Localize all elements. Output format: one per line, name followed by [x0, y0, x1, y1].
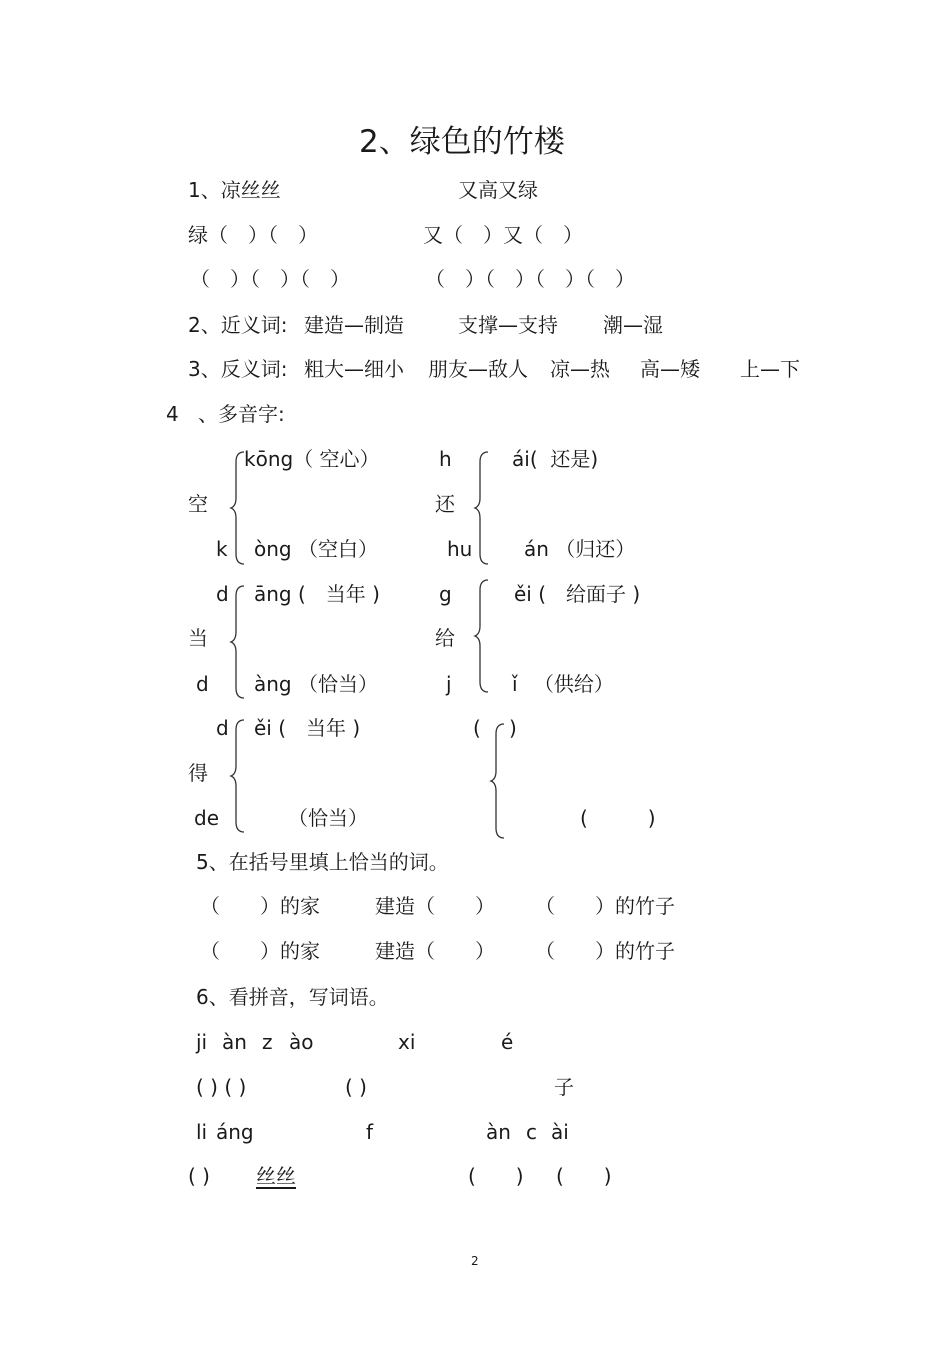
pinyin: z — [262, 1030, 273, 1054]
pinyin: ào — [289, 1030, 314, 1054]
antonym-pair: 高—矮 — [640, 357, 700, 381]
fill-blank: 建造（ ） — [375, 939, 495, 963]
polyphone-reading-top: ěi ( 给面子 ) — [514, 582, 641, 606]
left-brace-icon — [228, 582, 248, 702]
antonym-pair: 凉—热 — [550, 357, 610, 381]
polyphone-reading-bottom: án （归还） — [524, 537, 636, 561]
antonym-pair: 粗大—细小 — [304, 357, 404, 381]
pinyin: li — [196, 1120, 208, 1144]
antonym-pair: 上—下 — [740, 357, 800, 381]
polyphone-initial: hu — [447, 537, 473, 561]
polyphone-reading-bottom: （恰当） — [288, 806, 368, 830]
polyphone-reading-bottom: ǐ （供给） — [512, 672, 614, 696]
polyphone-reading-bottom: àng （恰当） — [254, 672, 378, 696]
polyphone-initial: de — [194, 806, 219, 830]
pinyin: c — [526, 1120, 537, 1144]
page-number: 2 — [471, 1254, 479, 1268]
polyphones-label: 、多音字: — [198, 402, 285, 426]
polyphones-number: 4 — [166, 402, 179, 426]
polyphone-char: 空 — [188, 492, 208, 516]
antonym-pair: 朋友—敌人 — [428, 357, 528, 381]
answer-sisi: 丝丝 — [256, 1164, 296, 1188]
polyphone-char: 给 — [435, 626, 455, 650]
answer-blank: ( ) — [345, 1075, 367, 1099]
blank-paren-close: ) — [509, 716, 517, 740]
word-yougaoyoulv: 又高又绿 — [458, 178, 538, 202]
pinyin: àn — [486, 1120, 511, 1144]
left-brace-icon — [488, 720, 508, 842]
polyphone-initial: d — [216, 716, 229, 740]
polyphone-char: 还 — [435, 492, 455, 516]
left-brace-icon — [472, 448, 492, 568]
fill-blank: 建造（ ） — [375, 894, 495, 918]
answer-char: 子 — [554, 1075, 574, 1099]
synonyms-label: 2、近义词: — [188, 313, 288, 337]
polyphone-char: 得 — [188, 761, 208, 785]
pattern-lv: 绿（ ）（ ） — [188, 223, 318, 247]
pinyin: f — [366, 1120, 374, 1144]
polyphone-reading-top: āng ( 当年 ) — [254, 582, 380, 606]
left-brace-icon — [228, 448, 248, 568]
polyphone-initial: j — [446, 672, 452, 696]
blank-row-a: （ ）（ ）（ ） — [190, 267, 350, 291]
pinyin: é — [501, 1030, 514, 1054]
fill-blank: （ ）的家 — [200, 939, 320, 963]
polyphone-initial: k — [216, 537, 228, 561]
polyphone-reading-top: ái( 还是) — [512, 447, 599, 471]
left-brace-icon — [472, 576, 492, 696]
pattern-you: 又（ ）又（ ） — [423, 223, 583, 247]
synonym-pair: 建造—制造 — [304, 313, 404, 337]
left-brace-icon — [228, 716, 248, 836]
answer-blank: ( ) ( ) — [196, 1075, 247, 1099]
blank-paren-open: ( — [473, 716, 481, 740]
pinyin: ji — [196, 1030, 208, 1054]
fill-blank: （ ）的竹子 — [535, 939, 675, 963]
polyphone-reading-top: kōng（ 空心） — [244, 447, 380, 471]
page-title: 2、绿色的竹楼 — [359, 124, 565, 160]
synonym-pair: 支撑—支持 — [458, 313, 558, 337]
fill-blank: （ ）的竹子 — [535, 894, 675, 918]
fill-blank: （ ）的家 — [200, 894, 320, 918]
answer-blank: ( ) — [468, 1164, 524, 1188]
polyphone-initial: d — [196, 672, 209, 696]
polyphone-reading-top: ěi ( 当年 ) — [254, 716, 361, 740]
pinyin: áng — [216, 1120, 254, 1144]
pinyin: xi — [398, 1030, 416, 1054]
synonym-pair: 潮—湿 — [603, 313, 663, 337]
answer-blank: ( ) — [556, 1164, 612, 1188]
antonyms-label: 3、反义词: — [188, 357, 288, 381]
blank-row-b: （ ）（ ）（ ）（ ） — [425, 267, 635, 291]
polyphone-initial: d — [216, 582, 229, 606]
pinyin: àn — [222, 1030, 247, 1054]
polyphone-reading-bottom: òng （空白） — [254, 537, 378, 561]
polyphone-char: 当 — [188, 626, 208, 650]
word-liangsisi: 1、凉丝丝 — [188, 178, 281, 202]
answer-blank: ( ) — [188, 1164, 210, 1188]
pinyin: ài — [551, 1120, 569, 1144]
polyphone-initial: h — [439, 447, 452, 471]
polyphone-initial: g — [439, 582, 452, 606]
section5-heading: 5、在括号里填上恰当的词。 — [196, 850, 449, 874]
section6-heading: 6、看拼音，写词语。 — [196, 985, 389, 1009]
blank-bottom: ( ) — [580, 806, 656, 830]
